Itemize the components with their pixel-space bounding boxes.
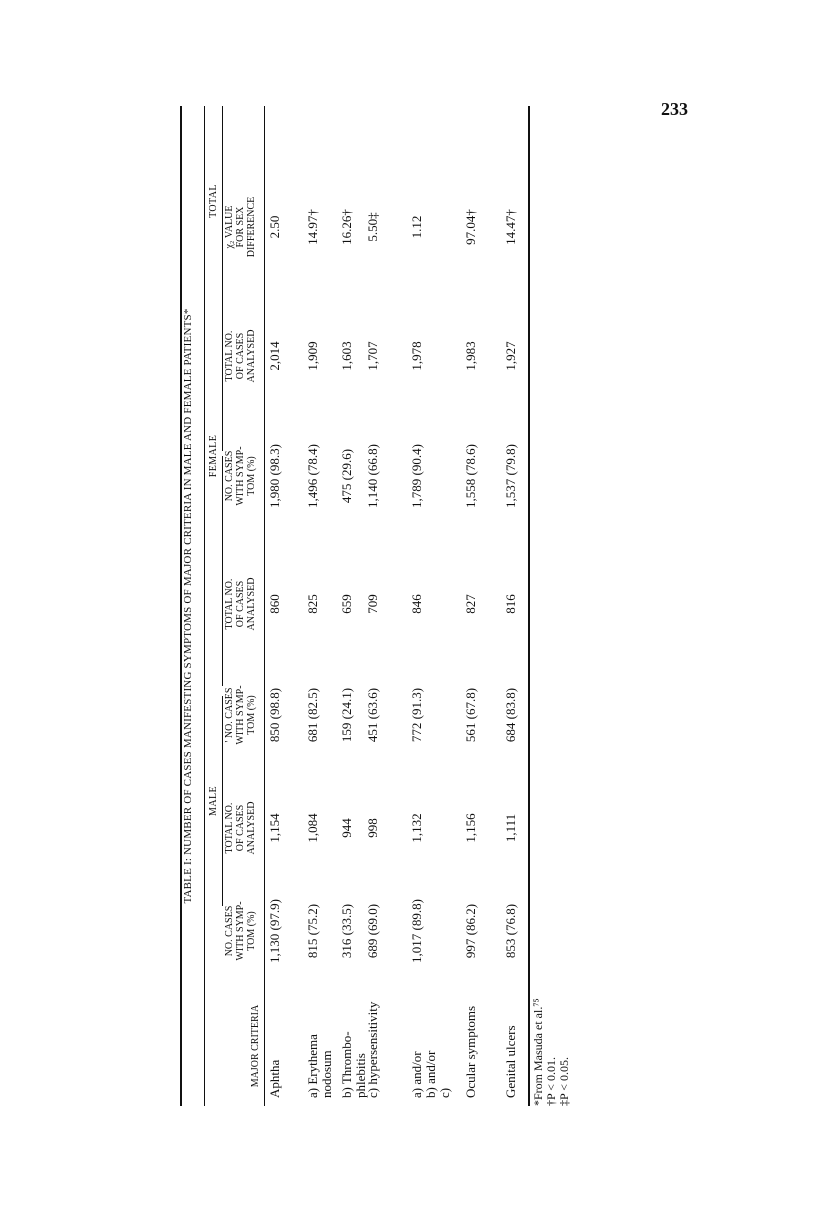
- cell-female-cases: 451 (63.6): [365, 687, 380, 743]
- table-footnotes: [532, 998, 571, 1106]
- group-header-total: TOTAL: [208, 184, 219, 218]
- cell-female-total: 846: [409, 594, 424, 614]
- column-header-line: OF CASES: [235, 580, 246, 628]
- group-header-male: MALE: [208, 786, 219, 816]
- cell-female-cases: 850 (98.8): [267, 687, 282, 743]
- column-header-line: TOM (%): [246, 695, 257, 735]
- cell-male-total: 1,111: [503, 813, 518, 843]
- cell-male-cases: 1,017 (89.8): [409, 899, 424, 963]
- cell-total-cases: 1,789 (90.4): [409, 444, 424, 508]
- cell-male-cases: 853 (76.8): [503, 903, 518, 959]
- column-header-female-cases: [224, 660, 257, 770]
- cell-chi2: 5.50‡: [365, 212, 380, 242]
- column-header-line: ' NO. CASES: [224, 687, 235, 743]
- page-number: 233: [661, 99, 688, 119]
- column-header-male-total: [224, 788, 257, 868]
- cell-chi2: 1.12: [409, 215, 424, 239]
- column-header-line: TOM (%): [246, 911, 257, 951]
- cell-chi2: 97.04†: [463, 209, 478, 245]
- cell-male-total: 944: [339, 818, 354, 838]
- cell-total-cases: 1,537 (79.8): [503, 444, 518, 508]
- cell-female-cases: 159 (24.1): [339, 687, 354, 743]
- column-header-chi2: [224, 182, 257, 272]
- row-label-line: a) and/or: [409, 1051, 424, 1098]
- female-span-rule: [222, 456, 223, 686]
- rotated-table: [180, 106, 580, 1106]
- column-header-total-total: [224, 316, 257, 396]
- column-header-line: NO. CASES: [224, 905, 235, 957]
- footnote-source: *From Masuda et al.⁷⁵: [531, 998, 545, 1106]
- cell-male-cases: 316 (33.5): [339, 903, 354, 959]
- column-header-line: MAJOR CRITERIA: [250, 1004, 261, 1088]
- cell-total-cases: 475 (29.6): [339, 448, 354, 504]
- cell-chi2: 14.97†: [305, 209, 320, 245]
- header-rule: [264, 106, 265, 1106]
- cell-chi2: 2.50: [267, 215, 282, 239]
- row-label: [464, 1006, 478, 1098]
- cell-female-cases: 561 (67.8): [463, 687, 478, 743]
- cell-total-total: 1,978: [409, 341, 424, 371]
- cell-female-total: 827: [463, 594, 478, 614]
- cell-total-cases: 1,496 (78.4): [305, 444, 320, 508]
- cell-female-total: 860: [267, 594, 282, 614]
- row-label: [306, 1034, 334, 1098]
- cell-male-total: 1,084: [305, 813, 320, 843]
- cell-female-total: 709: [365, 594, 380, 614]
- column-header-line: TOTAL NO.: [224, 330, 235, 382]
- cell-male-cases: 997 (86.2): [463, 903, 478, 959]
- column-header-line: FOR SEX: [235, 206, 246, 248]
- column-header-line: ANALYSED: [246, 577, 257, 631]
- footnote-p001: †P < 0.01.: [544, 1057, 558, 1106]
- cell-total-cases: 1,980 (98.3): [267, 444, 282, 508]
- row-label-line: a) Erythema: [305, 1034, 320, 1098]
- row-label-line: c): [437, 1087, 452, 1098]
- row-label-line: c) hypersensitivity: [365, 1001, 380, 1098]
- column-header-line: DIFFERENCE: [246, 196, 257, 258]
- cell-total-total: 2,014: [267, 341, 282, 371]
- row-label: [504, 1025, 518, 1098]
- column-header-line: WITH SYMP-: [235, 446, 246, 506]
- column-header-female-total: [224, 564, 257, 644]
- cell-female-total: 825: [305, 594, 320, 614]
- row-label-line: b) and/or: [423, 1050, 438, 1098]
- column-header-line: TOTAL NO.: [224, 802, 235, 854]
- column-header-major-criteria: [250, 994, 261, 1098]
- cell-female-cases: 772 (91.3): [409, 687, 424, 743]
- top-rule: [180, 106, 182, 1106]
- cell-male-total: 1,154: [267, 813, 282, 843]
- row-label: [268, 1060, 282, 1098]
- row-label: [410, 1051, 452, 1098]
- cell-female-cases: 684 (83.8): [503, 687, 518, 743]
- total-span-rule: [222, 106, 223, 451]
- column-header-line: TOTAL NO.: [224, 578, 235, 630]
- cell-total-total: 1,909: [305, 341, 320, 371]
- cell-total-cases: 1,558 (78.6): [463, 444, 478, 508]
- row-label: [366, 1002, 380, 1098]
- row-label-line: nodosum: [319, 1050, 334, 1098]
- table-caption: TABLE I: NUMBER OF CASES MANIFESTING SYMPTOMS OF MAJOR CRITERIA IN MALE AND FEMALE PATIENTS*: [182, 308, 194, 904]
- column-header-male-cases: [224, 876, 257, 986]
- row-label-line: Aphtha: [267, 1059, 282, 1098]
- caption-rule: [204, 106, 205, 1106]
- cell-male-cases: 1,130 (97.9): [267, 899, 282, 963]
- row-label-line: b) Thrombo-: [339, 1031, 354, 1098]
- row-label-line: Genital ulcers: [503, 1025, 518, 1098]
- cell-chi2: 14.47†: [503, 209, 518, 245]
- bottom-rule: [528, 106, 530, 1106]
- cell-total-cases: 1,140 (66.8): [365, 444, 380, 508]
- column-header-line: ANALYSED: [246, 329, 257, 383]
- footnote-p005: ‡P < 0.05.: [557, 1057, 571, 1106]
- row-label-line: Ocular symptoms: [463, 1005, 478, 1098]
- male-span-rule: [222, 696, 223, 906]
- column-header-total-cases: [224, 416, 257, 536]
- cell-male-cases: 689 (69.0): [365, 903, 380, 959]
- row-label: [340, 1031, 368, 1098]
- cell-female-total: 816: [503, 594, 518, 614]
- cell-male-total: 1,156: [463, 813, 478, 843]
- cell-total-total: 1,707: [365, 341, 380, 371]
- column-header-line: NO. CASES: [224, 450, 235, 502]
- column-header-line: ANALYSED: [246, 801, 257, 855]
- group-header-female: FEMALE: [208, 434, 219, 478]
- cell-chi2: 16.26†: [339, 209, 354, 245]
- column-header-line: WITH SYMP-: [235, 901, 246, 961]
- column-header-line: TOM (%): [246, 456, 257, 496]
- cell-total-total: 1,983: [463, 341, 478, 371]
- cell-total-total: 1,603: [339, 341, 354, 371]
- column-header-line: WITH SYMP-: [235, 685, 246, 745]
- cell-male-total: 1,132: [409, 813, 424, 843]
- row-label-line: phlebitis: [353, 1053, 368, 1098]
- column-header-line: χ₂ VALUE: [224, 205, 235, 249]
- cell-male-cases: 815 (75.2): [305, 903, 320, 959]
- cell-female-cases: 681 (82.5): [305, 687, 320, 743]
- cell-female-total: 659: [339, 594, 354, 614]
- column-header-line: OF CASES: [235, 804, 246, 852]
- column-header-line: OF CASES: [235, 332, 246, 380]
- cell-male-total: 998: [365, 818, 380, 838]
- cell-total-total: 1,927: [503, 341, 518, 371]
